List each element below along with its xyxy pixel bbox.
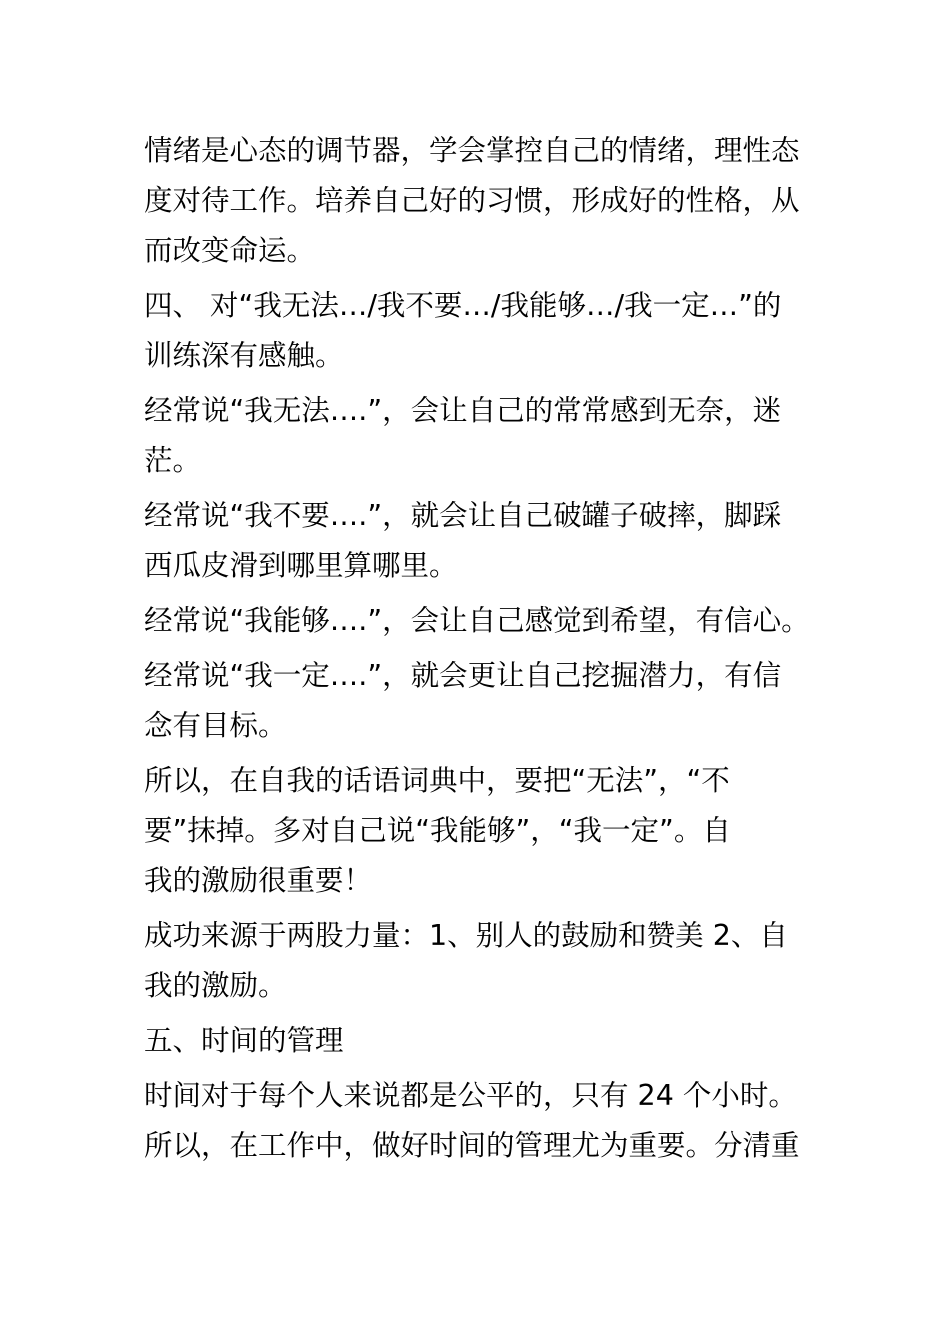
text-line: 念有目标。	[144, 709, 287, 742]
text-line: 情绪是心态的调节器，学会掌控自己的情绪，理性态	[144, 134, 800, 167]
body-text	[144, 126, 844, 1176]
text-line: 西瓜皮滑到哪里算哪里。	[144, 549, 458, 582]
paragraph-time	[144, 1071, 844, 1171]
text-line: 经常说“我不要….”，就会让自己破罐子破摔，脚踩	[144, 499, 782, 532]
text-line: 四、 对“我无法…/我不要…/我能够…/我一定…”的	[144, 289, 782, 322]
section-heading-five	[144, 1016, 844, 1066]
text-line: 经常说“我能够….”，会让自己感觉到希望，有信心。	[144, 604, 810, 637]
paragraph-can	[144, 596, 844, 646]
text-line: 所以，在自我的话语词典中，要把“无法”，“不	[144, 764, 730, 797]
section-heading-four	[144, 281, 844, 381]
text-line: 成功来源于两股力量：1、别人的鼓励和赞美 2、自	[144, 919, 788, 952]
text-line: 训练深有感触。	[144, 339, 344, 372]
paragraph-emotion	[144, 126, 844, 276]
text-line: 所以，在工作中，做好时间的管理尤为重要。分清重	[144, 1129, 800, 1162]
text-line: 我的激励很重要！	[144, 864, 373, 897]
paragraph-dont-want	[144, 491, 844, 591]
paragraph-success	[144, 911, 844, 1011]
paragraph-so	[144, 756, 844, 906]
text-line: 经常说“我一定….”，就会更让自己挖掘潜力，有信	[144, 659, 782, 692]
paragraph-cannot	[144, 386, 844, 486]
text-line: 要”抹掉。多对自己说“我能够”，“我一定”。自	[144, 814, 731, 847]
text-line: 茫。	[144, 444, 202, 477]
paragraph-will	[144, 651, 844, 751]
text-line: 五、时间的管理	[144, 1024, 344, 1057]
text-line: 经常说“我无法….”，会让自己的常常感到无奈，迷	[144, 394, 782, 427]
text-line: 时间对于每个人来说都是公平的，只有 24 个小时。	[144, 1079, 797, 1112]
text-line: 度对待工作。培养自己好的习惯，形成好的性格，从	[144, 184, 800, 217]
text-line: 而改变命运。	[144, 234, 316, 267]
text-line: 我的激励。	[144, 969, 287, 1002]
